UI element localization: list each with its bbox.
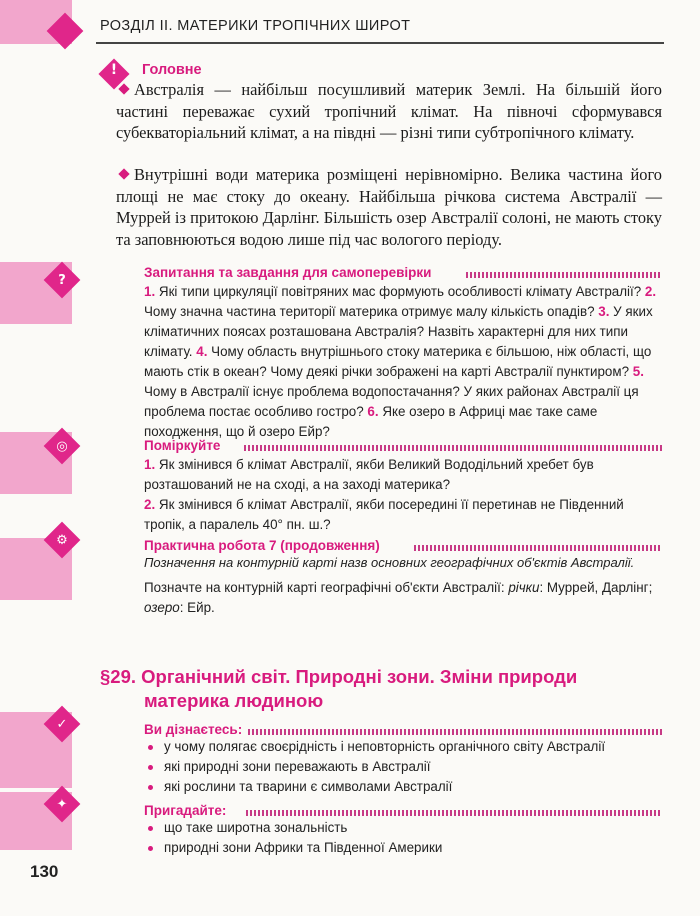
think-text xyxy=(144,455,664,535)
header-divider xyxy=(96,42,664,44)
recall-item-2: природні зони Африки та Південної Америки xyxy=(144,838,664,858)
practice-icon: ⚙ xyxy=(44,522,80,558)
question-5: Чому в Австралії існує проблема водопостачання? У яких районах Австралії ця проблема постає особливо гостро? xyxy=(144,384,639,419)
main-title: Головне xyxy=(142,62,202,78)
question-3: У яких кліматичних поясах розташована Австралія? Назвіть характерні для них типи клімату. xyxy=(144,304,653,359)
exclamation-icon: ! xyxy=(110,62,118,78)
section-title-line-2: материка людиною xyxy=(144,690,324,711)
questions-dots-line xyxy=(466,272,662,278)
questions-title: Запитання та завдання для самоперевірки xyxy=(144,265,432,280)
recall-item-1: що таке широтна зональність xyxy=(144,818,664,838)
page-number: 130 xyxy=(30,862,59,881)
question-1: Які типи циркуляції повітряних мас формують особливості клімату Австралії? xyxy=(158,284,642,299)
learn-item-3: які рослини та тварини є символами Австралії xyxy=(144,777,664,797)
lightbulb-icon: ✦ xyxy=(44,786,80,822)
learn-dots-line xyxy=(248,729,662,735)
globe-icon: ◎ xyxy=(44,428,80,464)
check-icon: ✓ xyxy=(44,706,80,742)
diamond-bullet-icon xyxy=(118,168,129,179)
main-paragraph-2: Внутрішні води материка розміщені нерівномірно. Велика частина його площі не має стоку до океану. Найбільша річкова система Австралії — Муррей із притокою Дарлінг. Більшість озер Австралії солоні, не мають стоку та заповнюються водою лише під час вологого періоду. xyxy=(116,165,662,249)
main-paragraph-1: Австралія — найбільш посушливий материк Землі. На більшій його частині переважає сухий тропічний клімат. На півночі сформувався субекваторіальний клімат, а на півдні — різні типи субтропічного клімату. xyxy=(116,80,662,142)
learn-item-2: які природні зони переважають в Австралії xyxy=(144,757,664,777)
section-title-line-1: Органічний світ. Природні зони. Зміни природи xyxy=(141,666,578,687)
practical-task: Позначте на контурній карті географічні об'єкти Австралії: річки: Муррей, Дарлінг; озеро: Ейр. xyxy=(144,580,653,615)
question-2: Чому значна частина території материка отримує малу кількість опадів? xyxy=(144,304,595,319)
learn-title: Ви дізнаєтесь: xyxy=(144,722,243,737)
section-header: РОЗДІЛ ІІ. МАТЕРИКИ ТРОПІЧНИХ ШИРОТ xyxy=(100,18,411,34)
recall-list xyxy=(144,818,664,858)
practical-dots-line xyxy=(414,545,662,551)
section-number: §29. xyxy=(100,666,137,687)
practical-subtitle: Позначення на контурній карті назв основних географічних об'єктів Австралії. xyxy=(144,555,635,570)
question-4: Чому область внутрішнього стоку материка є більшою, ніж області, що мають стік в океан? Чому деякі річки зображені на карті Австралії пунктиром? xyxy=(144,344,652,379)
recall-dots-line xyxy=(246,810,662,816)
practical-title: Практична робота 7 (продовження) xyxy=(144,538,380,553)
think-item-1: 1. Як змінився б клімат Австралії, якби Великий Вододільний хребет був розташований не на сході, а на заході материка? xyxy=(144,457,594,492)
learn-list xyxy=(144,737,664,797)
question-icon: ? xyxy=(44,262,80,298)
think-title: Поміркуйте xyxy=(144,438,221,453)
think-dots-line xyxy=(244,445,662,451)
questions-text: 1. Які типи циркуляції повітряних мас формують особливості клімату Австралії? 2. Чому значна частина території материка отримує малу кількість опадів? 3. У яких кліматичних поясах розташована Австралія? Назвіть характерні для них типи клімату. 4. Чому область внутрішнього стоку материка є більшою, ніж області, що мають стік в океан? Чому деякі річки зображені на карті Австралії пунктиром? 5. Чому в Австралії існує проблема водопостачання? У яких районах Австралії ця проблема постає особливо гостро? 6. Яке озеро в Африці має таке саме походження, що й озеро Ейр? xyxy=(144,284,657,439)
recall-title: Пригадайте: xyxy=(144,803,227,818)
learn-item-1: у чому полягає своєрідність і неповторність органічного світу Австралії xyxy=(144,737,664,757)
question-6: Яке озеро в Африці має таке саме походження, що й озеро Ейр? xyxy=(144,404,598,439)
diamond-bullet-icon xyxy=(118,83,129,94)
think-item-2: 2. Як змінився б клімат Австралії, якби посередині її перетинав не Південний тропік, а паралель 40° пн. ш.? xyxy=(144,497,624,532)
section-heading xyxy=(100,665,660,713)
